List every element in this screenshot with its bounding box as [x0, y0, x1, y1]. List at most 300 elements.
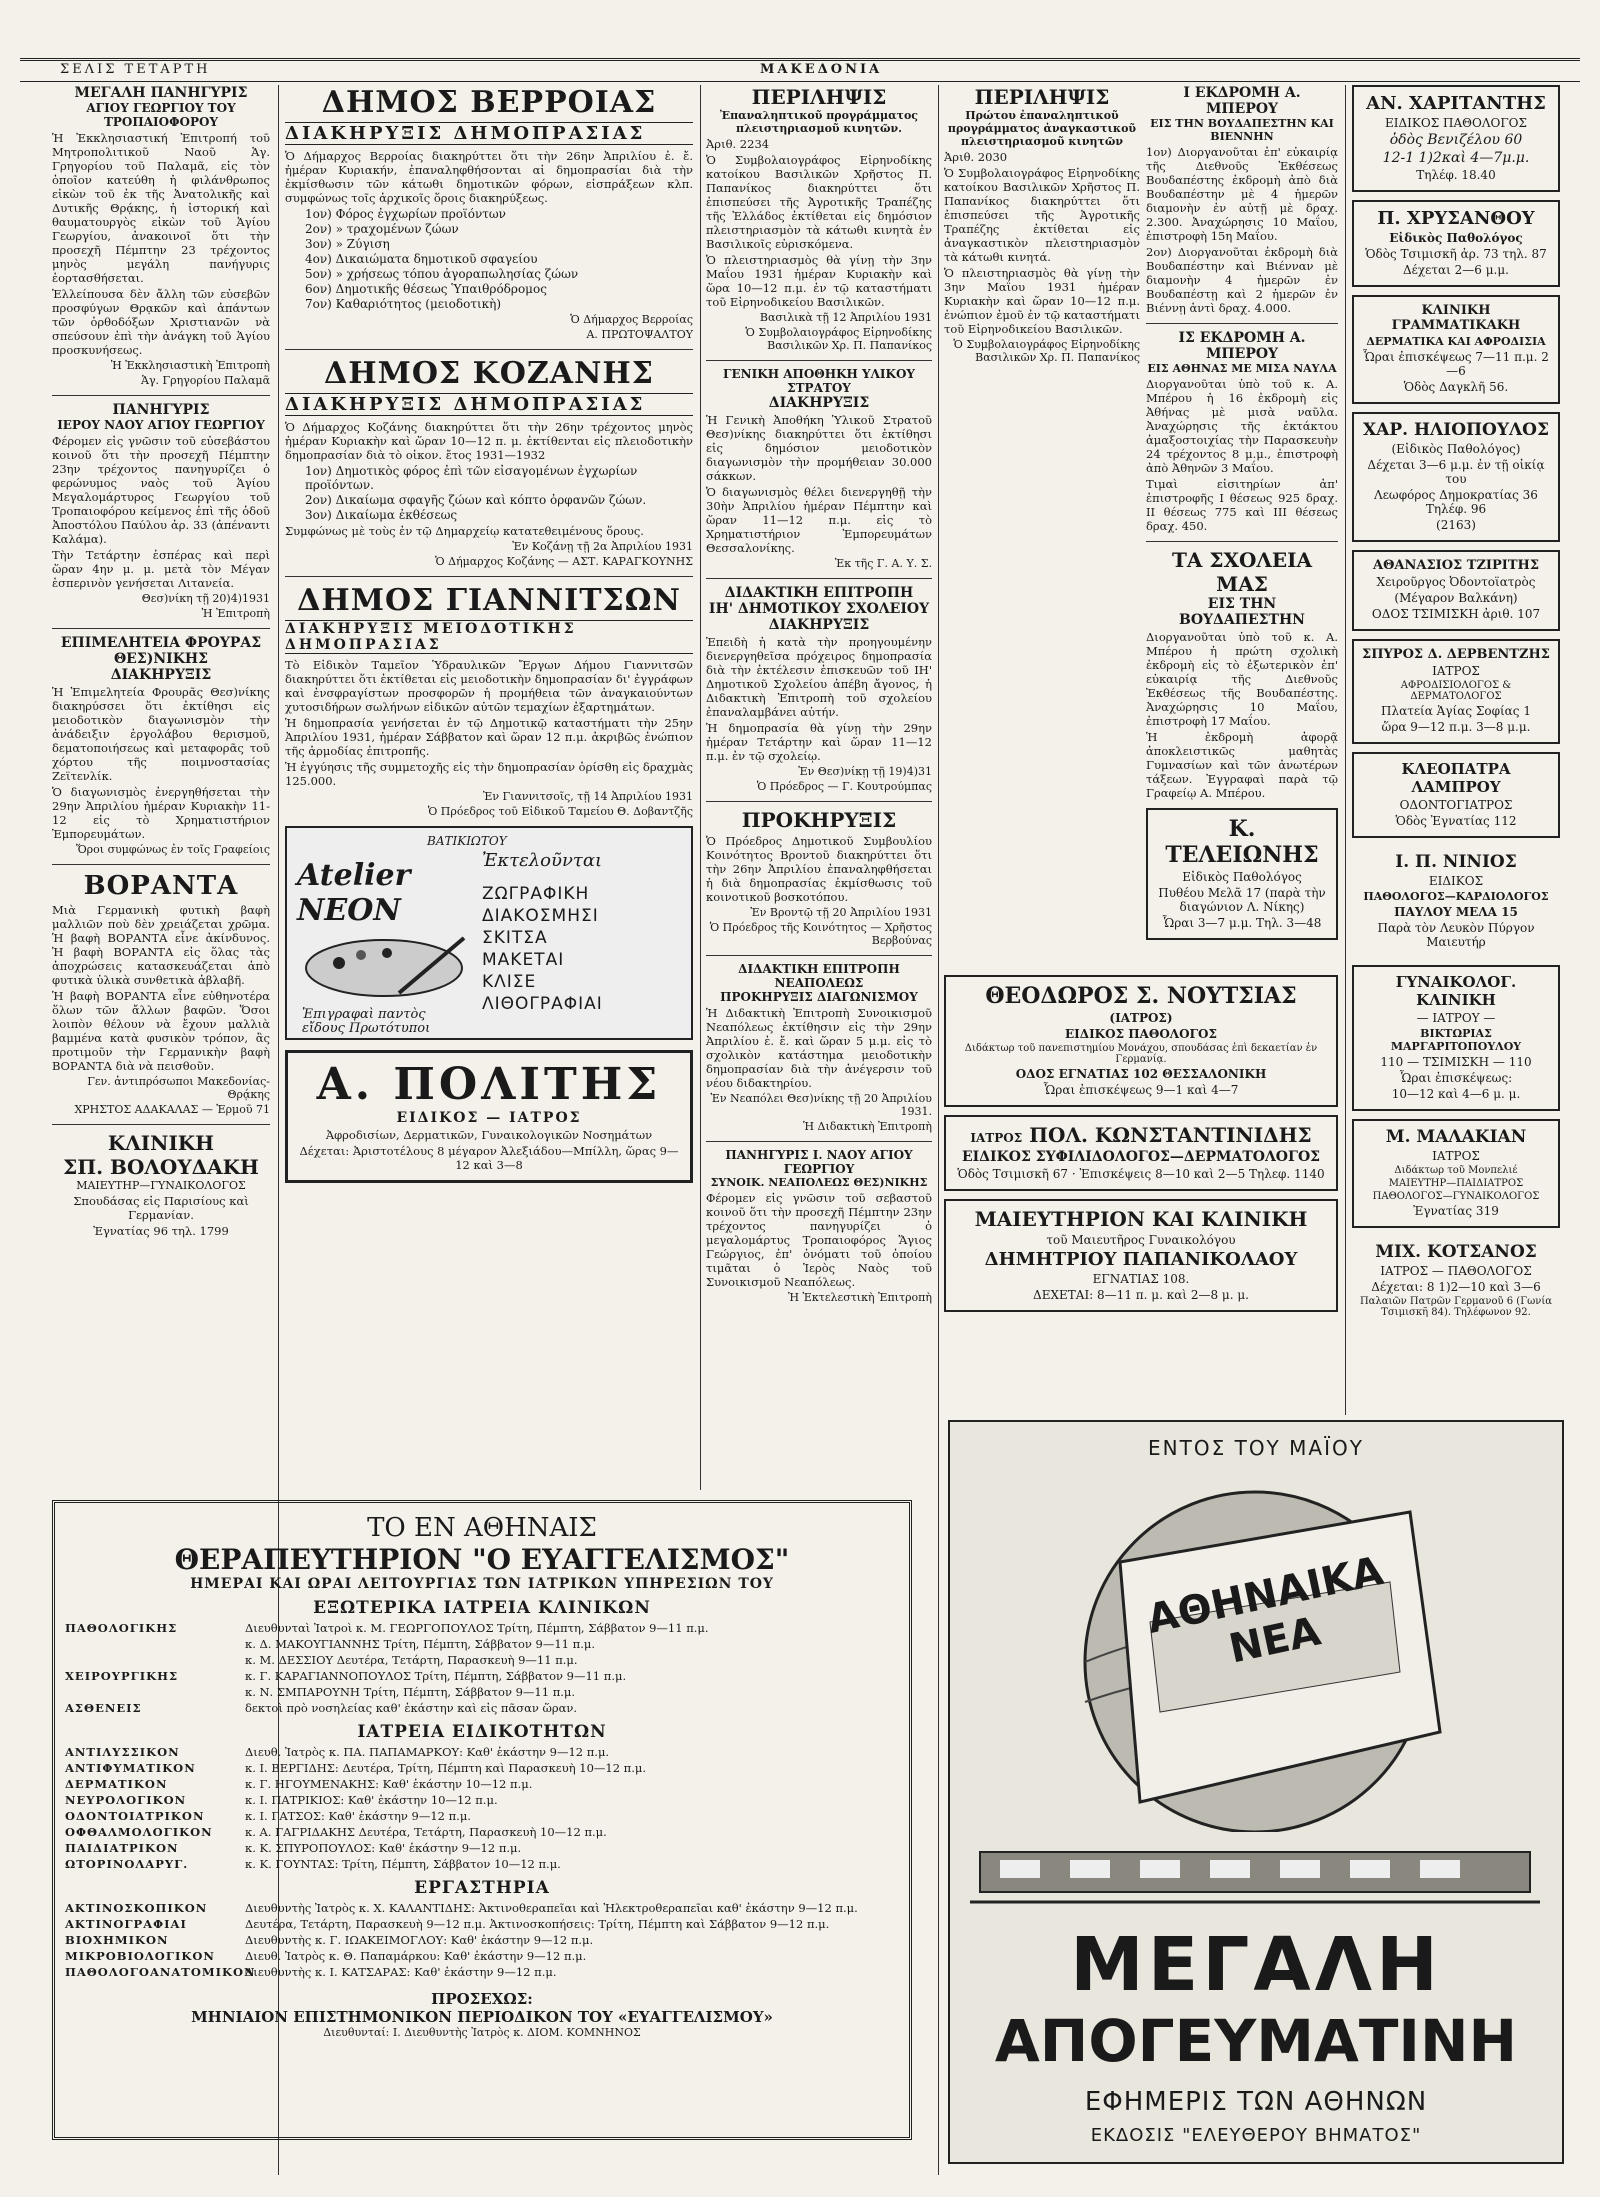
body-text: Ἐπειδὴ ἡ κατὰ τὴν προηγουμένην διενεργηθεῖσα πρόχειρος δημοπρασία διὰ τὴν ἐκτέλεσιν ἐπισκευῶν τοῦ ΙΗ' Δημοτικοῦ Σχολείου ἀπέβη ἄγονος, ἡ Διδακτικὴ Ἐπιτροπὴ τοῦ σχολείου ἐπαναλαμβάνει αὐτήν. [706, 635, 932, 719]
schedule: κ. Ν. ΣΜΠΑΡΟΥΝΗ Τρίτη, Πέμπτη, Σάββατον 9—11 π.μ. [245, 1685, 576, 1699]
department: ΜΙΚΡΟΒΙΟΛΟΓΙΚΟΝ [65, 1949, 215, 1963]
body-text: Συμφώνως μὲ τοὺς ἐν τῷ Δημαρχείῳ κατατεθειμένους ὅρους. [285, 524, 644, 538]
hours: ΔΕΧΕΤΑΙ: 8—11 π. μ. καὶ 2—8 μ. μ. [1033, 1288, 1249, 1302]
signature: Ὁ Πρόεδρος — Γ. Κουτρούμπας [756, 780, 932, 793]
headline: ΓΕΝΙΚΗ ΑΠΟΘΗΚΗ ΥΛΙΚΟΥ ΣΤΡΑΤΟΥ [723, 367, 915, 395]
body-text: Τὸ Εἰδικὸν Ταμεῖον Ὑδραυλικῶν Ἔργων Δήμου Γιαννιτσῶν διακηρύττει ὅτι ἐκτίθεται εἰς μειοδοτικὴν δημοπρασίαν δι' ἐγγράφων καὶ ἐνσφραγίστων προσφορῶν ἡ προμήθεια τῶν ἀναγκαιούντων χυτοσιδήρων σωλήνων εἰδικῶν αὐτῶν τεμαχίων ἐξαρτημάτων. [285, 658, 693, 714]
schedule: Διευθ. Ἰατρὸς κ. ΠΑ. ΠΑΠΑΜΑΡΚΟΥ: Καθ' ἑκάστην 9—12 π.μ. [245, 1745, 610, 1759]
grammatikakis-ad [1352, 295, 1560, 404]
address: Παλαιῶν Πατρῶν Γερμανοῦ 6 (Γωνία Τσιμισκῆ 84). Τηλέφωνον 92. [1359, 1296, 1553, 1318]
didaktiki-article [706, 585, 932, 793]
department: ΑΚΤΙΝΟΓΡΑΦΙΑΙ [65, 1917, 187, 1931]
doctor-name: ΣΠ. ΒΟΛΟΥΔΑΚΗ [63, 1155, 259, 1179]
department: ΑΝΤΙΛΥΣΣΙΚΟΝ [65, 1745, 180, 1759]
phone: Τηλέφ. 18.40 [1416, 168, 1496, 182]
subheadline: ΔΙΑΚΗΡΥΞΙΣ ΔΗΜΟΠΡΑΣΙΑΣ [285, 122, 693, 145]
noutsias-ad [944, 975, 1338, 1107]
table-row [65, 1808, 899, 1824]
konstantinidis-ad [944, 1115, 1338, 1191]
table-row [65, 1620, 899, 1636]
divider [52, 1124, 270, 1125]
body-text: Διδάκτωρ τοῦ Μονπελιέ [1394, 1165, 1518, 1176]
signature: Ἡ Διδακτικὴ Ἐπιτροπὴ [803, 1120, 932, 1133]
signature: Ἐκ τῆς Γ. Α. Υ. Σ. [834, 557, 932, 570]
list-item: 3ον) Δικαίωμα ἐκθέσεως [305, 508, 458, 522]
note-label: ΠΡΟΣΕΧΩΣ: [431, 1990, 533, 2008]
doctor-name: ΠΟΛ. ΚΩΝΣΤΑΝΤΙΝΙΔΗΣ [1029, 1123, 1312, 1147]
politis-ad [285, 1050, 693, 1183]
schedule: κ. Κ. ΓΟΥΝΤΑΣ: Τρίτη, Πέμπτη, Σάββατον 10—12 π.μ. [245, 1857, 561, 1871]
body-text: Τιμαὶ εἰσιτηρίων ἀπ' ἐπιστροφῆς Ι θέσεως 925 δραχ. ΙΙ θέσεως 775 καὶ ΙΙΙ θέσεως δραχ. 450. [1146, 477, 1338, 533]
headline: ΠΡΟΚΗΡΥΞΙΣ [741, 808, 897, 832]
subheadline: Πρώτου ἐπαναληπτικοῦ προγράμματος ἀναγκαστικοῦ πλειστηριασμοῦ κινητῶν [947, 109, 1137, 148]
hours: Ὧραι ἐπισκέψεως 9—1 καὶ 4—7 [1043, 1083, 1239, 1097]
palette-icon [299, 933, 469, 1003]
specialty: Εἰδικὸς Παθολόγος [1389, 231, 1523, 245]
schools-article [1146, 548, 1338, 800]
body-text: Ἡ ἐκδρομὴ ἀφορᾷ ἀποκλειστικῶς μαθητὰς Γυμνασίων καὶ τῶν ἀνωτέρων τάξεων. Ἐγγραφαὶ παρὰ τῷ Γραφείῳ Α. Μπέρου. [1146, 730, 1338, 800]
derventzis-ad [1352, 639, 1560, 744]
building: (Μέγαρον Βαλκάνη) [1394, 591, 1518, 605]
service-item: ΔΙΑΚΟΣΜΗΣΙ [482, 906, 599, 926]
body-text: Μιὰ Γερμανικὴ φυτικὴ βαφὴ μαλλιῶν ποὺ δὲν χρειάζεται χρῶμα. Ἡ βαφὴ ΒΟΡΑΝΤΑ εἶνε ἀκίνδυνος. Ἡ βαφὴ ΒΟΡΑΝΤΑ εἰς ὅλας τὰς ἀποχρώσεις κατασκευάζεται ἀπὸ φυτικὰ ὑλικὰ συνθετικὰ ἀβλαβῆ. [52, 903, 270, 987]
table-row [65, 1840, 899, 1856]
table-row [65, 1856, 899, 1872]
department: ΠΑΘΟΛΟΓΙΚΗΣ [65, 1621, 178, 1635]
doctor-name: ΔΗΜΗΤΡΙΟΥ ΠΑΠΑΝΙΚΟΛΑΟΥ [984, 1249, 1298, 1270]
apogevmatini-ad [948, 1420, 1564, 2164]
department: ΑΝΤΙΦΥΜΑΤΙΚΟΝ [65, 1761, 196, 1775]
table-row [65, 1824, 899, 1840]
veroia-notice [285, 85, 693, 341]
address: Ὁδὸς Δαγκλῆ 56. [1403, 380, 1509, 394]
divider [706, 1141, 932, 1142]
doctor-title: (ΙΑΤΡΟΣ) [1109, 1011, 1173, 1025]
signature: Ὁ Πρόεδρος τῆς Κοινότητος — Χρῆστος Βερβούνας [709, 921, 932, 947]
hours: 10—12 καὶ 4—6 μ. μ. [1391, 1087, 1521, 1101]
headline: ΤΑ ΣΧΟΛΕΙΑ ΜΑΣ [1171, 548, 1313, 596]
signature: Ἐν Βροντῷ τῇ 20 Ἀπριλίου 1931 [750, 906, 932, 919]
department: ΟΦΘΑΛΜΟΛΟΓΙΚΟΝ [65, 1825, 213, 1839]
table-row [65, 1744, 899, 1760]
specialty: ΜΑΙΕΥΤΗΡ—ΠΑΙΔΙΑΤΡΟΣ [1388, 1178, 1524, 1189]
column-rule [700, 85, 701, 1490]
address: Ἐγνατίας 96 τηλ. 1799 [93, 1224, 229, 1238]
table-row [65, 1948, 899, 1964]
body-text: Ὁ πλειστηριασμὸς θὰ γίνῃ τὴν 3ην Μαΐου 1931 ἡμέραν Κυριακὴν καὶ ὥρα 10—12 π.μ. ἐν τῷ καταστήματι τοῦ Εἰρηνοδικείου Βασιλικῶν. [706, 253, 932, 309]
doctor-title: ΙΑΤΡΟΣ [970, 1131, 1023, 1145]
body-text: Ἡ δημοπρασία γενήσεται ἐν τῷ Δημοτικῷ καταστήματι τὴν 25ην Ἀπριλίου 1931, ἡμέραν Σάββατον καὶ ὥραν 12 π.μ. ἀκριβῶς ἐνώπιον τῆς ἁρμοδίας ἐπιτροπῆς. [285, 716, 693, 758]
body-text: Ὁ διαγωνισμὸς ἐνεργηθήσεται τὴν 29ην Ἀπριλίου ἡμέραν Κυριακὴν 11-12 εἰς τὸ Χρηματιστήριον Ἐμπορευμάτων. [52, 785, 270, 841]
column-1 [52, 85, 270, 1246]
schedule: κ. Γ. ΚΑΡΑΓΙΑΝΝΟΠΟΥΛΟΣ Τρίτη, Πέμπτη, Σάββατον 9—11 π.μ. [245, 1669, 627, 1683]
prokiryxis-article [706, 808, 932, 947]
schedule: Διευθυντὴς Ἰατρὸς κ. Χ. ΚΑΛΑΝΤΙΔΗΣ: Ἀκτινοθεραπεῖαι καὶ Ἠλεκτροθεραπεῖαι καθ' ἑκάστην 9—12 π.μ. [245, 1901, 858, 1915]
body-text: Ὁ Δήμαρχος Κοζάνης διακηρύττει ὅτι τὴν 26ην τρέχοντος μηνὸς ἡμέραν Κυριακὴν καὶ ὥραν 10—12 π. μ. ἐκτίθενται εἰς πλειοδοτικὴν δημοπρασίαν διὰ τὸ οἰκον. ἔτος 1931—1932 [285, 420, 693, 462]
body-text: Διδάκτωρ τοῦ πανεπιστημίου Μονάχου, σπουδάσας ἐπὶ δεκαετίαν ἐν Γερμανίᾳ. [964, 1043, 1318, 1065]
address: ΠΑΥΛΟΥ ΜΕΛΑ 15 [1394, 905, 1518, 919]
table-row [65, 1964, 899, 1980]
ad-top: ΒΑΤΙΚΙΩΤΟΥ [427, 834, 507, 848]
headline: ΒΟΡΑΝΤΑ [83, 871, 239, 901]
voloudaki-ad [52, 1131, 270, 1238]
specialty: (Εἰδικὸς Παθολόγος) [1391, 442, 1521, 456]
body-text: Ὁ διαγωνισμὸς θέλει διενεργηθῇ τὴν 30ὴν Ἀπριλίου ἡμέραν Πέμπτην καὶ ὥραν 11—12 π.μ. εἰς τὸ Χρηματιστήριον Ἐμπορευμάτων Θεσσαλονίκης. [706, 485, 932, 555]
address: Δέχεται: Ἀριστοτέλους 8 μέγαρον Ἀλεξιάδου—Μπίλλη, ὥρας 9—12 καὶ 3—8 [299, 1144, 679, 1172]
panigyris-article [706, 1148, 932, 1304]
headline: ΚΛΙΝΙΚΗ [107, 1131, 215, 1155]
table-row [65, 1636, 899, 1652]
headline: ΠΕΡΙΛΗΨΙΣ [974, 85, 1110, 109]
subheadline: ΗΜΕΡΑΙ ΚΑΙ ΩΡΑΙ ΛΕΙΤΟΥΡΓΙΑΣ ΤΩΝ ΙΑΤΡΙΚΩΝ ΥΠΗΡΕΣΙΩΝ ΤΟΥ [190, 1576, 774, 1592]
signature: Γεν. ἀντιπρόσωποι Μακεδονίας-Θρᾴκης [87, 1075, 270, 1101]
specialty: Εἰδικὸς Παθολόγος [1182, 870, 1302, 884]
signature: Βασιλικὰ τῇ 12 Ἀπριλίου 1931 [759, 311, 932, 324]
xrysanthou-ad [1352, 200, 1560, 287]
department [65, 1636, 245, 1652]
body-text: Ἡ ἐγγύησις τῆς συμμετοχῆς εἰς τὴν δημοπρασίαν ὁρίσθη εἰς δραχμὰς 125.000. [285, 760, 693, 788]
specialty: ΟΔΟΝΤΟΓΙΑΤΡΟΣ [1399, 798, 1513, 812]
subheadline: ΙΕΡΟΥ ΝΑΟΥ ΑΓΙΟΥ ΓΕΩΡΓΙΟΥ [57, 418, 265, 432]
body-text: Ἡ Γενικὴ Ἀποθήκη Ὑλικοῦ Στρατοῦ Θεσ)νίκης διακηρύττει ὅτι ἐκτίθησι εἰς δημόσιον μειοδοτικὸν διαγωνισμὸν τὴν προμήθειαν 30.000 σάκκων. [706, 413, 932, 483]
specialty: ΔΕΡΜΑΤΙΚΑ ΚΑΙ ΑΦΡΟΔΙΣΙΑ [1366, 335, 1546, 348]
headline: ΔΗΜΟΣ ΓΙΑΝΝΙΤΣΩΝ [297, 583, 681, 618]
doctor-name: ΜΙΧ. ΚΟΤΣΑΝΟΣ [1375, 1242, 1537, 1262]
column-3 [706, 85, 932, 1312]
voranta-ad [52, 871, 270, 1116]
list-item: 1ον) Δημοτικὸς φόρος ἐπὶ τῶν εἰσαγομένων ἐγχωρίων προϊόντων. [305, 464, 638, 492]
location: Παρὰ τὸν Λευκὸν Πύργον Μαιευτήρ [1377, 921, 1535, 949]
ad-edition: ΕΚΔΟΣΙΣ "ΕΛΕΥΘΕΡΟΥ ΒΗΜΑΤΟΣ" [1090, 2125, 1422, 2146]
doctor-name: Π. ΧΡΥΣΑΝΘΟΥ [1377, 208, 1535, 229]
subheadline: ΔΙΑΚΗΡΥΞΙΣ ΔΗΜΟΠΡΑΣΙΑΣ [285, 393, 693, 416]
paper-name: ΑΘΗΝΑΙΚΑ ΝΕΑ [1143, 1548, 1388, 1673]
papanikolaou-ad [944, 1199, 1338, 1312]
headline: ΜΑΙΕΥΤΗΡΙΟΝ ΚΑΙ ΚΛΙΝΙΚΗ [974, 1207, 1308, 1231]
address: Ὁδὸς Τσιμισκῆ ἀρ. 73 τηλ. 87 [1365, 247, 1547, 261]
list-item: 4ον) Δικαιώματα δημοτικοῦ σφαγείου [305, 252, 538, 266]
doctor-name: Ι. Π. ΝΙΝΙΟΣ [1395, 852, 1517, 872]
signature: Ὁ Συμβολαιογράφος Εἰρηνοδίκης Βασιλικῶν Χρ. Π. Παπανίκος [745, 326, 932, 352]
body-text: Ὁ Συμβολαιογράφος Εἰρηνοδίκης κατοίκου Βασιλικῶν Χρῆστος Π. Παπανίκος διακηρύττει ὅτι ἐπισπεύσει τῆς Ἀγροτικῆς Τραπέζης τῆς Ἑλλάδος ἐκτίθεται εἰς δημόσιον πλειστηριασμὸν τὰ κάτωθι κινητὰ ἐν Βασιλικοῖς εὑρισκόμενα. [706, 153, 932, 251]
panigyris-article [52, 85, 270, 387]
schedule: Διευθυνταὶ Ἰατροὶ κ. Μ. ΓΕΩΡΓΟΠΟΥΛΟΣ Τρίτη, Πέμπτη, Σάββατον 9—11 π.μ. [245, 1621, 709, 1635]
column-4b [1146, 85, 1338, 948]
service-item: ΣΚΙΤΣΑ [482, 928, 548, 948]
column-5 [1352, 85, 1560, 1334]
doctor-name: ΣΠΥΡΟΣ Δ. ΔΕΡΒΕΝΤΖΗΣ [1362, 647, 1550, 662]
note: Διευθυνταί: Ι. Διευθυντὴς Ἰατρὸς κ. ΔΙΟΜ. ΚΟΜΝΗΝΟΣ [323, 2026, 641, 2039]
body-text: Ἀφροδισίων, Δερματικῶν, Γυναικολογικῶν Νοσημάτων [325, 1128, 653, 1142]
specialty: ΠΑΘΟΛΟΓΟΣ—ΓΥΝΑΙΚΟΛΟΓΟΣ [1372, 1191, 1540, 1202]
signature: Ὁ Πρόεδρος τοῦ Εἰδικοῦ Ταμείου Θ. Δοβαντζῆς [427, 805, 693, 818]
department: ΩΤΟΡΙΝΟΛΑΡΥΓ. [65, 1857, 189, 1871]
doctor-title: ΙΑΤΡΟΣ [1432, 1149, 1480, 1163]
signature: Ὅροι συμφώνως ἐν τοῖς Γραφείοις [76, 843, 270, 856]
schedule: κ. Κ. ΣΠΥΡΟΠΟΥΛΟΣ: Καθ' ἑκάστην 9—12 π.μ. [245, 1841, 522, 1855]
reference-number: (2163) [1436, 518, 1476, 532]
masthead-title: ΜΑΚΕΔΟΝΙΑ [760, 62, 883, 77]
subheadline: ΔΙΑΚΗΡΥΞΙΣ ΜΕΙΟΔΟΤΙΚΗΣ ΔΗΜΟΠΡΑΣΙΑΣ [285, 620, 693, 654]
ad-headline: ΜΕΓΑΛΗ [1070, 1922, 1442, 2008]
headline: ΔΗΜΟΣ ΒΕΡΡΟΙΑΣ [321, 85, 657, 120]
specialty: ΕΙΔΙΚΟΣ ΠΑΘΟΛΟΓΟΣ [1385, 116, 1527, 130]
signature: Ὁ Δήμαρχος Κοζάνης — ΑΣΤ. ΚΑΡΑΓΚΟΥΝΗΣ [435, 555, 693, 568]
subheadline: Ἐπαναληπτικοῦ προγράμματος πλειστηριασμοῦ κινητῶν. [720, 109, 918, 135]
hours-label: Ὧραι ἐπισκέψεως: [1399, 1071, 1513, 1085]
doctor-ads-block [944, 975, 1338, 1320]
ninios-ad [1352, 846, 1560, 957]
apothiki-article [706, 367, 932, 570]
excursion-article [1146, 85, 1338, 315]
schedule: κ. Δ. ΜΑΚΟΥΓΙΑΝΝΗΣ Τρίτη, Πέμπτη, Σάββατον 9—11 π.μ. [245, 1637, 595, 1651]
address: Ἐγνατίας 319 [1413, 1204, 1499, 1218]
margaritopoulou-ad [1352, 965, 1560, 1111]
evangelismos-ad [52, 1500, 912, 2140]
table-row [65, 1932, 899, 1948]
specialty: ΠΑΘΟΛΟΓΟΣ—ΚΑΡΔΙΟΛΟΓΟΣ [1363, 890, 1549, 903]
masthead-page: ΣΕΛΙΣ ΤΕΤΑΡΤΗ [60, 62, 211, 77]
doctor-title: — ΙΑΤΡΟΥ — [1416, 1011, 1496, 1025]
department [65, 1684, 245, 1700]
department: ΑΚΤΙΝΟΣΚΟΠΙΚΟΝ [65, 1901, 208, 1915]
signature: Ἡ Ἐπιτροπὴ [201, 607, 270, 620]
schedule: κ. Α. ΓΑΓΡΙΔΑΚΗΣ Δευτέρα, Τετάρτη, Παρασκευὴ 10—12 π.μ. [245, 1825, 607, 1839]
service-item: ΜΑΚΕΤΑΙ [482, 950, 565, 970]
subheadline: ΔΙΑΚΗΡΥΞΙΣ [768, 395, 870, 411]
address: ΟΔΟΣ ΤΣΙΜΙΣΚΗ ἀριθ. 107 [1371, 607, 1541, 621]
address: ὁδὸς Βενιζέλου 60 [1389, 132, 1523, 148]
clinic-name: ΚΛΙΝΙΚΗ ΓΡΑΜΜΑΤΙΚΑΚΗ [1391, 303, 1521, 333]
section-heading: ΕΞΩΤΕΡΙΚΑ ΙΑΤΡΕΙΑ ΚΛΙΝΙΚΩΝ [313, 1598, 651, 1618]
schedule: κ. Γ. ΗΓΟΥΜΕΝΑΚΗΣ: Καθ' ἑκάστην 10—12 π.μ. [245, 1777, 533, 1791]
doctor-name: ΚΛΕΟΠΑΤΡΑ ΛΑΜΠΡΟΥ [1401, 760, 1511, 796]
subheadline: ΠΡΟΚΗΡΥΞΙΣ ΔΙΑΓΩΝΙΣΜΟΥ [720, 990, 918, 1004]
train-icon [970, 1842, 1540, 1912]
divider [52, 864, 270, 865]
subheadline: ΕΙΣ ΤΗΝ ΒΟΥΔΑΠΕΣΤΗΝ ΚΑΙ ΒΙΕΝΝΗΝ [1150, 117, 1334, 143]
divider [52, 395, 270, 396]
hours: Ὧραι ἐπισκέψεως 7—11 π.μ. 2—6 [1363, 350, 1549, 378]
specialty: ΕΙΔΙΚΟΣ — ΙΑΤΡΟΣ [396, 1110, 582, 1126]
divider [1146, 323, 1338, 324]
body-text: Σπουδάσας εἰς Παρισίους καὶ Γερμανίαν. [73, 1194, 249, 1222]
hours: 12-1 1)2καὶ 4—7μ.μ. [1382, 150, 1530, 166]
doctor-name: Α. ΠΟΛΙΤΗΣ [316, 1059, 662, 1110]
ad-footer: Ἐπιγραφαὶ παντὸς εἴδους Πρωτότυποι [302, 1007, 431, 1036]
address: Λεωφόρος Δημοκρατίας 36 Τηλέφ. 96 [1374, 488, 1538, 516]
xaritantis-ad [1352, 85, 1560, 192]
service-item: ΚΛΙΣΕ [482, 972, 537, 992]
body-text: Ἑλλείπουσα δὲν ἄλλη τῶν εὐσεβῶν προσφύγων Θρᾳκῶν καὶ ἁπάντων τῶν ὀρθοδόξων Χριστιανῶν νὰ σπεύσουν ἐπὶ τὴν ἀνάγκη τοῦ Ἁγίου προσκυνήσεως. [52, 287, 270, 357]
iliopoulos-ad [1352, 412, 1560, 542]
specialty: ΕΙΔΙΚΟΣ ΠΑΘΟΛΟΓΟΣ [1065, 1027, 1217, 1041]
reference-number: Ἀριθ. 2030 [944, 150, 1008, 164]
doctor-name: ΑΝ. ΧΑΡΙΤΑΝΤΗΣ [1366, 93, 1546, 114]
service-item: ΖΩΓΡΑΦΙΚΗ [482, 884, 590, 904]
ad-tagline: Ἐκτελοῦνται [482, 850, 603, 871]
address: Ὁδὸς Ἐγνατίας 112 [1395, 814, 1517, 828]
kozani-notice [285, 356, 693, 568]
specialty: ΕΙΔΙΚΟΣ ΣΥΦΙΛΙΔΟΛΟΓΟΣ—ΔΕΡΜΑΤΟΛΟΓΟΣ [961, 1149, 1321, 1165]
specialty: ΕΙΔΙΚΟΣ [1428, 874, 1484, 888]
body-text: Ἡ βαφὴ ΒΟΡΑΝΤΑ εἶνε εὐθηνοτέρα ὅλων τῶν ἄλλων βαφῶν. Ὅσοι λοιπὸν θέλουν νὰ ἔχουν μαλλιὰ βαμμένα κατὰ φυσικὸν τρόπον, ἂς προτιμοῦν τὴν Γερμανικὴν βαφὴ ΒΟΡΑΝΤΑ διὰ νὰ πεισθοῦν. [52, 989, 270, 1073]
headline: ΙΣ ΕΚΔΡΟΜΗ Α. ΜΠΕΡΟΥ [1178, 330, 1306, 362]
schedule: κ. Ι. ΠΑΤΡΙΚΙΟΣ: Καθ' ἑκάστην 10—12 π.μ. [245, 1793, 498, 1807]
divider [285, 349, 693, 350]
body-text: Ἡ Ἐκκλησιαστική Ἐπιτροπή τοῦ Μητροπολιτικοῦ Ναοῦ Ἁγ. Γρηγορίου τοῦ Παλαμᾶ, εἰς τὸν ὁποῖον κατεύθη ἡ φιλάνθρωπος εἰκὼν τοῦ ἐκ τῆς Ἀνατολικῆς καὶ Δυτικῆς Θρᾴκης, ἡ ἱστορική καὶ θαυματουργὸς εἰκὼν τοῦ Ἁγίου Γεωργίου, ἀνακοινοῖ ὅτι τὴν προσεχῆ Πέμπτην 23 τρέχοντος μηνὸς μεγάλη πανήγυρις ἐορτασθήσεται. [52, 131, 270, 285]
headline: ΠΕΡΙΛΗΨΙΣ [751, 85, 887, 109]
reference-number: Ἀριθ. 2234 [706, 137, 770, 151]
list-item: 2ον) Δικαίωμα σφαγῆς ζώων καὶ κόπτο ὀρφανῶν ζώων. [305, 493, 647, 507]
divider [1146, 541, 1338, 542]
address: Ὁδὸς Τσιμισκῆ 67 · Ἐπισκέψεις 8—10 καὶ 2—5 Τηλεφ. 1140 [957, 1167, 1325, 1181]
schedule: Διευθυντὴς κ. Ι. ΚΑΤΣΑΡΑΣ: Καθ' ἑκάστην 9—12 π.μ. [245, 1965, 557, 1979]
schedule: Διευθ. Ἰατρὸς κ. Θ. Παπαμάρκου: Καθ' ἑκάστην 9—12 π.μ. [245, 1949, 587, 1963]
body-text: Ἡ δημοπρασία θὰ γίνῃ τὴν 29ην ἡμέραν Τετάρτην καὶ ὥραν 11—12 π.μ. ἐν τῷ σχολείῳ. [706, 721, 932, 763]
body-text: 1ον) Διοργανοῦται ἐπ' εὐκαιρίᾳ τῆς Διεθνοῦς Ἐκθέσεως Βουδαπέστης ἐκδρομὴ ἀπὸ διὰ Βουδαπέστην μὲ 4 ἡμερῶν διαμονὴν ἐν αὐτῇ μὲ δραχ. 2.300. Ἀναχώρησις 10 Μαΐου, ἐπιστροφὴ 15η Μαΐου. [1146, 145, 1338, 243]
column-rule [938, 85, 939, 2175]
doctor-name: ΑΘΑΝΑΣΙΟΣ ΤΖΙΡΙΤΗΣ [1372, 558, 1540, 573]
address: Πυθέου Μελᾶ 17 (παρὰ τὴν διαγώνιον Λ. Νίκης) [1158, 886, 1326, 914]
list-item: 2ον) » τραχομένων ζώων [305, 222, 459, 236]
doctor-name: ΒΙΚΤΩΡΙΑΣ ΜΑΡΓΑΡΙΤΟΠΟΥΛΟΥ [1390, 1027, 1522, 1053]
headline: ΤΟ ΕΝ ΑΘΗΝΑΙΣ [367, 1513, 597, 1543]
table-row [65, 1900, 899, 1916]
subheadline: ΔΙΑΚΗΡΥΞΙΣ [768, 617, 870, 633]
signature: Ἁγ. Γρηγορίου Παλαμᾶ [141, 374, 270, 387]
body-text: 2ον) Διοργανοῦται ἐκδρομὴ διὰ Βουδαπέστην καὶ Βιένναν μὲ διαμονὴν 4 ἡμερῶν ἐν Βουδαπέστῃ καὶ 2 ἡμερῶν ἐν Βιέννῃ ἀντὶ δραχ. 4.000. [1146, 245, 1338, 315]
headline: ΠΑΝΗΓΥΡΙΣ Ι. ΝΑΟΥ ΑΓΙΟΥ ΓΕΩΡΓΙΟΥ [725, 1148, 913, 1176]
body-text: Φέρομεν εἰς γνῶσιν τοῦ εὐσεβάστου κοινοῦ ὅτι τὴν προσεχῆ Πέμπτην 23ην τρέχοντος πανηγυρίζει ὁ φερώνυμος ναὸς τοῦ Ἁγίου Μεγαλομάρτυρος Γεωργίου τοῦ Τροπαιοφόρου κείμενος ἐπὶ τῆς ὁδοῦ Ἀποστόλου Παύλου ἀρ. 33 (ἀπέναντι Καλάμα). [52, 434, 270, 546]
signature: Ἐν Θεσ)νίκῃ τῇ 19)4)31 [798, 765, 932, 778]
department: ΠΑΙΔΙΑΤΡΙΚΟΝ [65, 1841, 179, 1855]
list-item: 1ον) Φόρος ἐγχωρίων προϊόντων [305, 207, 506, 221]
list-item: 5ον) » χρήσεως τόπου ἀγοραπωλησίας ζώων [305, 267, 579, 281]
body-text: Ὁ πλειστηριασμὸς θὰ γίνῃ τὴν 3ην Μαΐου 1931 ἡμέραν Κυριακὴν καὶ ὥραν 10—12 π.μ. ἐνώπιον ἐμοῦ ἐν τῷ καταστήματι τοῦ Εἰρηνοδικείου Βασιλικῶν. [944, 266, 1140, 336]
divider [706, 578, 932, 579]
column-4 [944, 85, 1140, 372]
schedule: Διευθυντὴς κ. Γ. ΙΩΑΚΕΙΜΟΓΛΟΥ: Καθ' ἑκάστην 9—12 π.μ. [245, 1933, 594, 1947]
schedule: κ. Μ. ΔΕΣΣΙΟΥ Δευτέρα, Τετάρτη, Παρασκευὴ 9—11 π.μ. [245, 1653, 578, 1667]
hours: ὥρα 9—12 π.μ. 3—8 μ.μ. [1381, 720, 1531, 734]
address: Πλατεία Ἁγίας Σοφίας 1 [1381, 704, 1531, 718]
ad-headline: ΑΠΟΓΕΥΜΑΤΙΝΗ [994, 2007, 1518, 2075]
specialty: ΙΑΤΡΟΣ — ΠΑΘΟΛΟΓΟΣ [1380, 1264, 1532, 1278]
subheadline: ΕΙΣ ΤΗΝ ΒΟΥΔΑΠΕΣΤΗΝ [1179, 596, 1305, 628]
table-row [65, 1700, 899, 1716]
headline: ΔΙΔΑΚΤΙΚΗ ΕΠΙΤΡΟΠΗ [724, 585, 914, 601]
department [65, 1652, 245, 1668]
body-text: Ἡ Ἐπιμελητεία Φρουρᾶς Θεσ)νίκης διακηρύσσει ὅτι ἐκτίθησι εἰς μειοδοτικὸν διαγωνισμὸν τὴν ἀνάδειξιν ἐργολάβου θερισμοῦ, δεματοποιήσεως καὶ μεταφορᾶς τοῦ χόρτου τῆς ποιμνοστασίας Ζεϊτενλίκ. [52, 685, 270, 783]
ad-top: ΕΝΤΟΣ ΤΟΥ ΜΑΪΟΥ [1148, 1436, 1364, 1460]
perilipsis-article [944, 85, 1140, 364]
signature: Ὁ Δήμαρχος Βερροίας [570, 313, 693, 326]
list-item: 7ον) Καθαριότητος (μειοδοτικὴ) [305, 297, 502, 311]
malakian-ad [1352, 1119, 1560, 1228]
panigyris-article [52, 402, 270, 620]
body-text: Διοργανοῦται ὑπὸ τοῦ κ. Α. Μπέρου ἡ πρώτη σχολικὴ ἐκδρομὴ εἰς τὸ ἐξωτερικὸν ἐπ' εὐκαιρίᾳ τῆς Διεθνοῦς Ἐκθέσεως τῆς Βουδαπέστης. Ἀναχώρησις 10 Μαΐου, ἐπιστροφὴ 17 Μαΐου. [1146, 630, 1338, 728]
table-row [65, 1684, 899, 1700]
headline: Ι ΕΚΔΡΟΜΗ Α. ΜΠΕΡΟΥ [1183, 85, 1301, 117]
neapoleos-article [706, 962, 932, 1133]
table-row [65, 1652, 899, 1668]
body-text: Ὁ Δήμαρχος Βερροίας διακηρύττει ὅτι τὴν 26ην Ἀπριλίου ἐ. ἔ. ἡμέραν Κυριακήν, ἐπαναληφθήσονται αἱ δημοπρασίαι διὰ τὴν ἐκμίσθωσιν τῶν κάτωθι δημοτικῶν φόρων, εἰσπράξεων κλπ. συμφώνως τοῖς ἀρχικοῖς ὅροις διακηρύξεως. [285, 149, 693, 205]
department: ΒΙΟΧΗΜΙΚΟΝ [65, 1933, 169, 1947]
note: ΜΗΝΙΑΙΟΝ ΕΠΙΣΤΗΜΟΝΙΚΟΝ ΠΕΡΙΟΔΙΚΟΝ ΤΟΥ «ΕΥΑΓΓΕΛΙΣΜΟΥ» [191, 2008, 773, 2026]
neon-atelier-ad [285, 826, 693, 1040]
doctor-title: ΙΑΤΡΟΣ [1432, 664, 1480, 678]
schedule: δεκτοὶ πρὸ νοσηλείας καθ' ἑκάστην καὶ εἰς πᾶσαν ὥραν. [245, 1701, 578, 1715]
schedule: κ. Ι. ΓΑΤΣΟΣ: Καθ' ἑκάστην 9—12 π.μ. [245, 1809, 471, 1823]
subheadline: ΕΙΣ ΑΘΗΝΑΣ ΜΕ ΜΙΣΑ ΝΑΥΛΑ [1147, 362, 1337, 375]
subheadline: ΔΙΑΚΗΡΥΞΙΣ [110, 667, 212, 683]
schedule: Δευτέρα, Τετάρτη, Παρασκευὴ 9—12 π.μ. Ἀκτινοσκοπήσεις: Τρίτη, Πέμπτη καὶ Σάββατον 9—12 π.μ. [245, 1917, 830, 1931]
hours: Δέχεται 3—6 μ.μ. ἐν τῇ οἰκίᾳ του [1367, 458, 1545, 486]
section-heading: ΕΡΓΑΣΤΗΡΙΑ [414, 1878, 550, 1898]
subheadline: ΣΥΝΟΙΚ. ΝΕΑΠΟΛΕΩΣ ΘΕΣ)ΝΙΚΗΣ [710, 1176, 928, 1189]
department: ΠΑΘΟΛΟΓΟΑΝΑΤΟΜΙΚΟΝ [65, 1965, 256, 1979]
masthead [20, 58, 1580, 82]
doctor-name: ΧΑΡ. ΗΛΙΟΠΟΥΛΟΣ [1362, 420, 1550, 440]
divider [285, 576, 693, 577]
department: ΟΔΟΝΤΟΙΑΤΡΙΚΟΝ [65, 1809, 205, 1823]
headline: ΔΙΔΑΚΤΙΚΗ ΕΠΙΤΡΟΠΗ ΝΕΑΠΟΛΕΩΣ [738, 962, 900, 990]
subheadline: ΙΗ' ΔΗΜΟΤΙΚΟΥ ΣΧΟΛΕΙΟΥ [708, 601, 930, 617]
specialty: Χειροῦργος Ὀδοντοϊατρὸς [1376, 575, 1536, 589]
specialty: ΜΑΙΕΥΤΗΡ—ΓΥΝΑΙΚΟΛΟΓΟΣ [76, 1179, 246, 1192]
headline: ΘΕΡΑΠΕΥΤΗΡΙΟΝ "Ο ΕΥΑΓΓΕΛΙΣΜΟΣ" [174, 1543, 790, 1576]
divider [52, 628, 270, 629]
subheadline: τοῦ Μαιευτῆρος Γυναικολόγου [1046, 1233, 1236, 1247]
column-2 [285, 85, 693, 1183]
hours: Δέχεται: 8 1)2—10 καὶ 3—6 [1371, 1280, 1541, 1294]
body-text: Ἡ Διδακτικὴ Ἐπιτροπὴ Συνοικισμοῦ Νεαπόλεως ἐκτίθησιν εἰς τὴν 29ην Ἀπριλίου ἐ. ἔ. καὶ ὥραν 5 μ.μ. εἰς τὸ σχολικὸν κατάστημα μειοδοτικὴν δημοπρασίαν διὰ τὴν ἀνέγερσιν τοῦ νέου διδακτηρίου. [706, 1006, 932, 1090]
department: ΧΕΙΡΟΥΡΓΙΚΗΣ [65, 1669, 179, 1683]
service-item: ΛΙΘΟΓΡΑΦΙΑΙ [482, 994, 603, 1014]
address: ΟΔΟΣ ΕΓΝΑΤΙΑΣ 102 ΘΕΣΣΑΛΟΝΙΚΗ [1015, 1067, 1267, 1081]
table-row [65, 1792, 899, 1808]
body-text: Διοργανοῦται ὑπὸ τοῦ κ. Α. Μπέρου ἡ 16 ἐκδρομὴ εἰς Ἀθήνας μὲ μισὰ ναῦλα. Ἀναχώρησις τῆς ἐκτάκτου ἁμαξοστοιχίας τὴν Παρασκευὴν 24 τρέχοντος 8 μ.μ., ἐπιστροφὴ ἀπὸ Ἀθηνῶν 3 Μαΐου. [1146, 377, 1338, 475]
signature: Ἡ Ἐκκλησιαστικὴ Ἐπιτροπὴ [110, 359, 270, 372]
department: ΔΕΡΜΑΤΙΚΟΝ [65, 1777, 168, 1791]
list-item: 3ον) » Ζύγιση [305, 237, 390, 251]
headline: ΜΕΓΑΛΗ ΠΑΝΗΓΥΡΙΣ [74, 85, 248, 101]
doctor-name: Μ. ΜΑΛΑΚΙΑΝ [1385, 1127, 1527, 1147]
address: ΕΓΝΑΤΙΑΣ 108. [1092, 1272, 1190, 1286]
specialty: ΑΦΡΟΔΙΣΙΟΛΟΓΟΣ & ΔΕΡΜΑΤΟΛΟΓΟΣ [1400, 680, 1512, 702]
body-text: Τὴν Τετάρτην ἑσπέρας καὶ περὶ ὥραν 4ην μ. μ. μετὰ τὸν Μέγαν ἑσπερινὸν γενήσεται Λιτανεία. [52, 548, 270, 590]
divider [706, 955, 932, 956]
signature: Ἡ Ἐκτελεστικὴ Ἐπιτροπὴ [788, 1291, 932, 1304]
doctor-name: ΘΕΟΔΩΡΟΣ Σ. ΝΟΥΤΣΙΑΣ [985, 983, 1297, 1009]
headline: ΔΗΜΟΣ ΚΟΖΑΝΗΣ [324, 356, 654, 391]
hours: Ὧραι 3—7 μ.μ. Τηλ. 3—48 [1162, 916, 1322, 930]
headline: ΕΠΙΜΕΛΗΤΕΙΑ ΦΡΟΥΡΑΣ ΘΕΣ)ΝΙΚΗΣ [60, 635, 262, 667]
table-row [65, 1916, 899, 1932]
signature: Ἐν Νεαπόλει Θεσ)νίκης τῇ 20 Ἀπριλίου 1931. [710, 1092, 932, 1118]
list-item: 6ον) Δημοτικῆς θέσεως Ὑπαιθρόδρομος [305, 282, 547, 296]
body-text: Ὁ Πρόεδρος Δημοτικοῦ Συμβουλίου Κοινότητος Βροντοῦ διακηρύττει ὅτι τὴν 26ην Ἀπριλίου ἐπαναληφθήσεται ἡ διὰ δημοπρασίας ἐκμίσθωσις τοῦ κοινοτικοῦ βοσκοτόπου. [706, 834, 932, 904]
froura-article [52, 635, 270, 856]
table-row [65, 1668, 899, 1684]
table-row [65, 1776, 899, 1792]
subheadline: ΑΓΙΟΥ ΓΕΩΡΓΙΟΥ ΤΟΥ ΤΡΟΠΑΙΟΦΟΡΟΥ [86, 101, 236, 129]
tziritis-ad [1352, 550, 1560, 631]
table-row [65, 1760, 899, 1776]
section-heading: ΙΑΤΡΕΙΑ ΕΙΔΙΚΟΤΗΤΩΝ [357, 1722, 607, 1742]
excursion-article [1146, 330, 1338, 533]
